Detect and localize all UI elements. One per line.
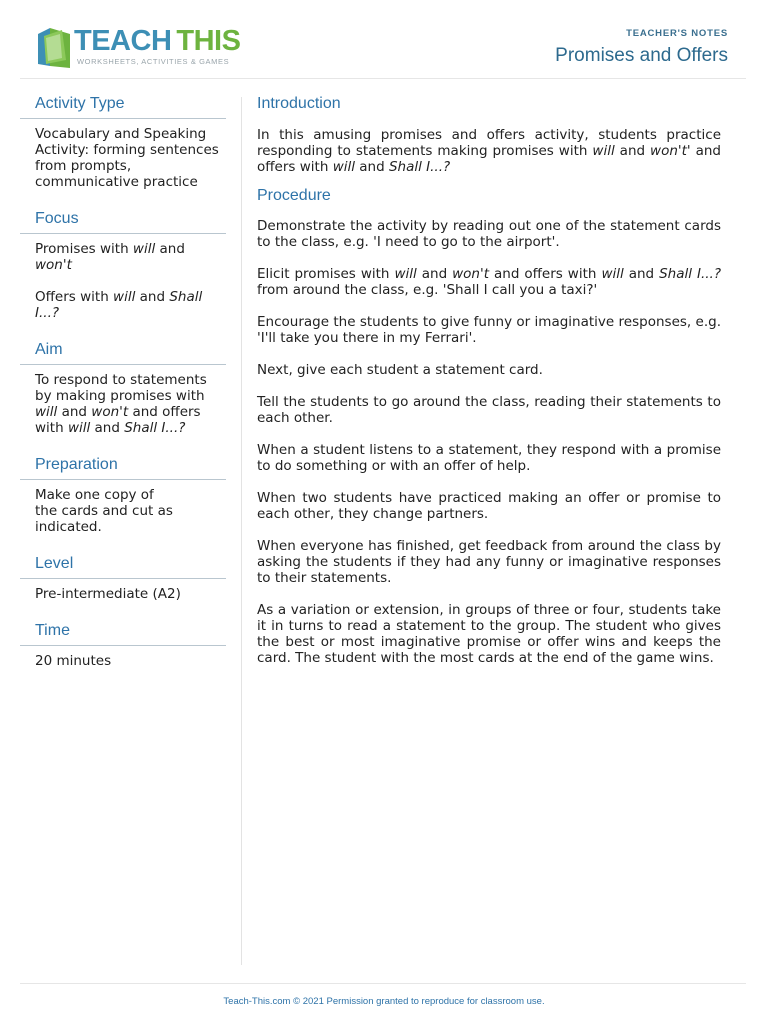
procedure-step-5: Tell the students to go around the class, reading their statements to each other. — [257, 394, 721, 426]
focus-item-offers: Offers with will and Shall I...? — [35, 289, 203, 321]
procedure-step-9: As a variation or extension, in groups of three or four, students take it in turns to read a statement to the group. The student who gives the best or most imaginative promise or offer wins and keeps the card. The student with the most cards at the end of the game wins. — [257, 602, 721, 666]
focus-section — [20, 209, 226, 321]
page-title: Promises and Offers — [555, 45, 728, 66]
aim-heading: Aim — [20, 340, 226, 365]
time-heading: Time — [20, 621, 226, 646]
footer-copyright: Teach-This.com © 2021 Permission granted to reproduce for classroom use. — [223, 996, 545, 1007]
page-header — [20, 0, 746, 79]
procedure-step-1: Demonstrate the activity by reading out one of the statement cards to the class, e.g. 'I need to go to the airport'. — [257, 218, 721, 250]
activity-type-section — [20, 94, 226, 190]
level-text: Pre-intermediate (A2) — [35, 586, 181, 602]
sidebar — [20, 94, 226, 688]
level-heading: Level — [20, 554, 226, 579]
procedure-step-8: When everyone has finished, get feedback from around the class by asking the students if they had any funny or imaginative responses to their statements. — [257, 538, 721, 586]
level-section — [20, 554, 226, 602]
focus-item-promises: Promises with will and won't — [35, 241, 185, 273]
aim-section — [20, 340, 226, 436]
introduction-text: In this amusing promises and offers activity, students practice responding to statements making promises with will and won't' and offers with will and Shall I...? — [257, 127, 721, 175]
footer-divider — [20, 983, 746, 984]
preparation-heading: Preparation — [20, 455, 226, 480]
introduction-heading: Introduction — [257, 95, 341, 112]
procedure-step-3: Encourage the students to give funny or imaginative responses, e.g. 'I'll take you there in my Ferrari'. — [257, 314, 721, 346]
logo-word-this: THIS — [176, 25, 241, 57]
activity-type-heading: Activity Type — [20, 94, 226, 119]
procedure-step-4: Next, give each student a statement card. — [257, 362, 543, 378]
focus-heading: Focus — [20, 209, 226, 234]
procedure-heading: Procedure — [257, 187, 331, 204]
procedure-step-2: Elicit promises with will and won't and offers with will and Shall I...? from around the class, e.g. 'Shall I call you a taxi?' — [257, 266, 722, 298]
time-text: 20 minutes — [35, 653, 112, 669]
aim-text: To respond to statements by making promises with will and won't and offers with will and Shall I...? — [35, 372, 207, 436]
main-content — [257, 94, 721, 682]
preparation-text: Make one copy of the cards and cut as indicated. — [35, 487, 173, 535]
column-divider — [241, 97, 242, 965]
teach-this-logo — [36, 22, 241, 70]
logo-word-teach: TEACH — [74, 25, 172, 57]
logo-wordmark — [74, 25, 240, 57]
procedure-step-6: When a student listens to a statement, they respond with a promise to do something or with an offer of help. — [257, 442, 721, 474]
activity-type-text: Vocabulary and Speaking Activity: forming sentences from prompts, communicative practice — [35, 126, 219, 190]
time-section — [20, 621, 226, 669]
procedure-step-7: When two students have practiced making an offer or promise to each other, they change partners. — [257, 490, 721, 522]
book-logo-icon — [36, 24, 74, 68]
teachers-notes-label: TEACHER'S NOTES — [626, 28, 728, 39]
logo-tagline: WORKSHEETS, ACTIVITIES & GAMES — [77, 57, 230, 66]
preparation-section — [20, 455, 226, 535]
header-titles — [555, 28, 728, 67]
